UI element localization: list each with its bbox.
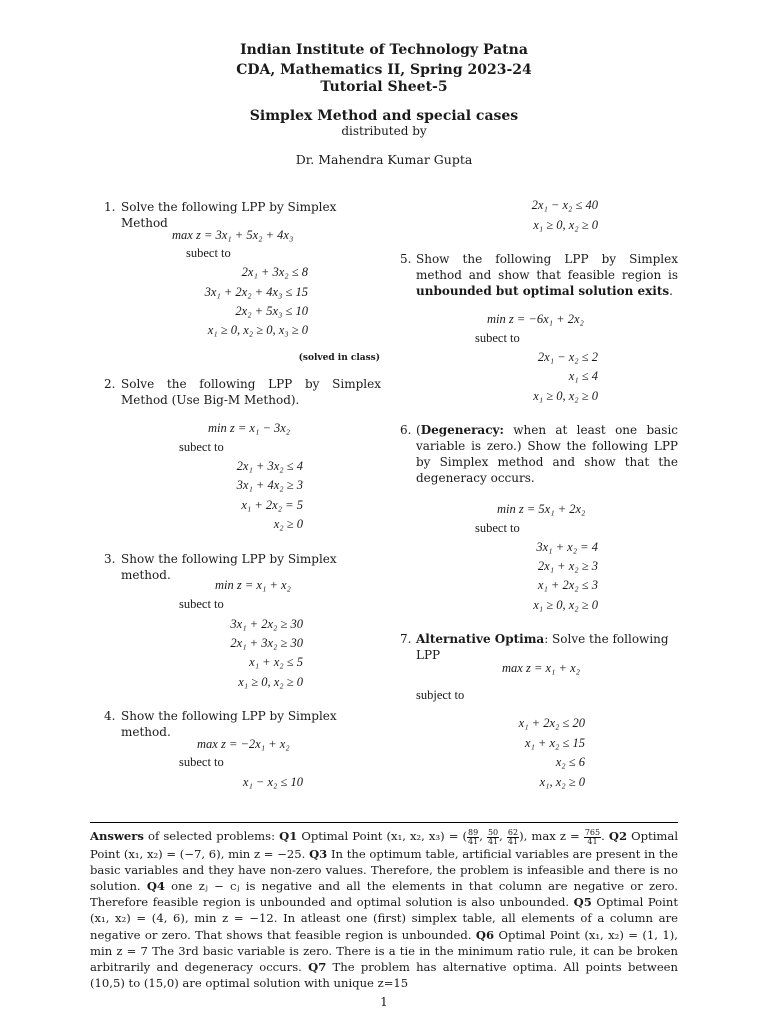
sheet-title: Tutorial Sheet-5 [320, 79, 448, 95]
fraction: $\frac{50}{41}$ [487, 827, 499, 846]
problem-1-note: (solved in class) [298, 353, 380, 363]
problem-2-constraint: 2x₁ + 3x₂ ≤ 4 [236, 459, 303, 473]
problem-7-objective: max z = x₁ + x₂ [502, 661, 580, 675]
problem-2-constraint: x₁ + 2x₂ = 5 [241, 498, 303, 512]
problem-1-text: Solve the following LPP by Simplex Method [121, 200, 337, 230]
problem-3-constraint: 2x₁ + 3x₂ ≥ 30 [230, 636, 303, 650]
fraction: $\frac{62}{41}$ [507, 827, 519, 846]
problem-4-constraint: x₁ − x₂ ≤ 10 [242, 775, 303, 789]
problem-5-text: Show the following LPP by Simplex method and show that feasible region is unbounded but optimal solution exits. [416, 252, 678, 298]
problem-7-number: 7. [400, 632, 412, 646]
institute-title: Indian Institute of Technology Patna [240, 42, 528, 58]
problem-1-constraint: 2x₂ + 5x₃ ≤ 10 [235, 304, 308, 318]
problem-2-text: Solve the following LPP by Simplex Method (Use Big-M Method). [121, 377, 381, 407]
distributed-by: distributed by [341, 124, 427, 138]
problem-3-constraint: x₁ ≥ 0, x₂ ≥ 0 [238, 675, 303, 689]
problem-5-number: 5. [400, 252, 412, 266]
answer-q4-label: Q4 [146, 878, 165, 893]
fraction: $\frac{765}{41}$ [584, 827, 601, 846]
problem-3-text: Show the following LPP by Simplex method. [121, 552, 337, 582]
problem-7-text: Alternative Optima: Solve the following LPP [416, 632, 669, 662]
answer-q1-label: Q1 [279, 829, 298, 843]
problem-2-objective: min z = x₁ − 3x₂ [208, 421, 291, 435]
problem-4-subject: subect to [179, 755, 224, 769]
problem-5-objective: min z = −6x₁ + 2x₂ [487, 312, 584, 326]
problem-1-subject: subect to [186, 246, 231, 260]
problem-1-constraint: 2x₁ + 3x₂ ≤ 8 [241, 265, 308, 279]
problem-6-constraint: x₁ + 2x₂ ≤ 3 [537, 578, 598, 592]
topic-title: Simplex Method and special cases [249, 108, 519, 124]
problem-3-objective: min z = x₁ + x₂ [215, 578, 291, 592]
problem-6-constraint: x₁ ≥ 0, x₂ ≥ 0 [533, 598, 598, 612]
problem-4-objective: max z = −2x₁ + x₂ [197, 737, 290, 751]
problem-6-constraint: 2x₁ + x₂ ≥ 3 [537, 559, 598, 573]
problem-1-constraint: 3x₁ + 2x₂ + 4x₃ ≤ 15 [204, 285, 308, 299]
problem-4-constraint: x₁ ≥ 0, x₂ ≥ 0 [533, 218, 598, 232]
problem-5-constraint: x₁ ≤ 4 [568, 369, 598, 383]
problem-1-objective: max z = 3x₁ + 5x₂ + 4x₃ [172, 228, 294, 242]
problem-4-constraint: 2x₁ − x₂ ≤ 40 [531, 198, 598, 212]
problem-5-constraint: x₁ ≥ 0, x₂ ≥ 0 [533, 389, 598, 403]
course-title: CDA, Mathematics II, Spring 2023-24 [236, 62, 532, 78]
answer-q7-label: Q7 [308, 959, 327, 974]
problem-6-subject: subect to [475, 521, 520, 535]
problem-3-subject: subect to [179, 597, 224, 611]
problem-7-constraint: x₁ + 2x₂ ≤ 20 [518, 716, 585, 730]
problem-2-constraint: 3x₁ + 4x₂ ≥ 3 [236, 478, 303, 492]
answer-q3-label: Q3 [309, 846, 328, 861]
problem-6-constraint: 3x₁ + x₂ = 4 [536, 540, 598, 554]
problem-7-subject: subject to [416, 688, 465, 702]
problem-3-number: 3. [104, 552, 116, 566]
fraction: $\frac{89}{41}$ [468, 827, 479, 846]
answer-q6-label: Q6 [475, 927, 495, 942]
problem-6-number: 6. [400, 423, 412, 437]
problem-7-constraint: x₂ ≤ 6 [555, 755, 585, 769]
problem-7-constraint: x₁ + x₂ ≤ 15 [524, 736, 585, 750]
problem-3-constraint: x₁ + x₂ ≤ 5 [249, 655, 303, 669]
problem-1-constraint: x₁ ≥ 0, x₂ ≥ 0, x₃ ≥ 0 [207, 323, 308, 337]
problem-7-constraint: x₁, x₂ ≥ 0 [539, 775, 585, 789]
problem-5-constraint: 2x₁ − x₂ ≤ 2 [537, 350, 598, 364]
author-name: Dr. Mahendra Kumar Gupta [295, 152, 473, 167]
problem-6-objective: min z = 5x₁ + 2x₂ [497, 502, 586, 516]
problem-4-number: 4. [104, 709, 116, 723]
problem-3-constraint: 3x₁ + 2x₂ ≥ 30 [230, 617, 303, 631]
problem-2-constraint: x₂ ≥ 0 [273, 517, 303, 531]
page-number: 1 [380, 995, 388, 1009]
answers-block: Answers of selected problems: Q1 Optimal Point (x₁, x₂, x₃) = ( $\frac{89}{41}$ , $\frac{50}{41}$ , $\frac{62}{41}$ ), max z = $\frac{765}{41}$ . Q2 Optimal Point (x₁, x₂) = (−7, 6), min z = −25. Q3 In the optimum table, artificial variables are present in the basic variables and they have non-zero values. Therefore, the problem is infeasible and there is no solution. Q4 one zⱼ − cⱼ is negative and all the elements in that column are negative or zero. Therefore feasible region is unbounded and optimal solution is also unbounded. Q5 Optimal Point (x₁, x₂) = (4, 6), min z = −12. In atleast one (first) simplex table, all elements of a column are negative or zero. That shows that feasible region is unbounded. Q6 Optimal Point (x₁, x₂) = (1, 1), min z = 7 The 3rd basic variable is zero. There is a tie in the minimum ratio rule, it can be broken arbitrarily and degeneracy occurs. Q7 The problem has alternative optima. All points between (10,5) to (15,0) are optimal solution with unique z=15 [90, 827, 679, 991]
answers-separator [90, 822, 678, 823]
answers-label: Answers [90, 829, 144, 843]
answer-q5-label: Q5 [573, 895, 592, 910]
problem-4-text: Show the following LPP by Simplex method. [121, 709, 337, 739]
problem-1-number: 1. [104, 200, 116, 214]
problem-6-text: (Degeneracy: when at least one basic variable is zero.) Show the following LPP by Simplex method and show that the degeneracy occurs. [416, 423, 678, 485]
problem-2-number: 2. [104, 377, 116, 391]
problem-5-subject: subect to [475, 331, 520, 345]
problem-2-subject: subect to [179, 440, 224, 454]
answer-q2-label: Q2 [608, 829, 628, 843]
